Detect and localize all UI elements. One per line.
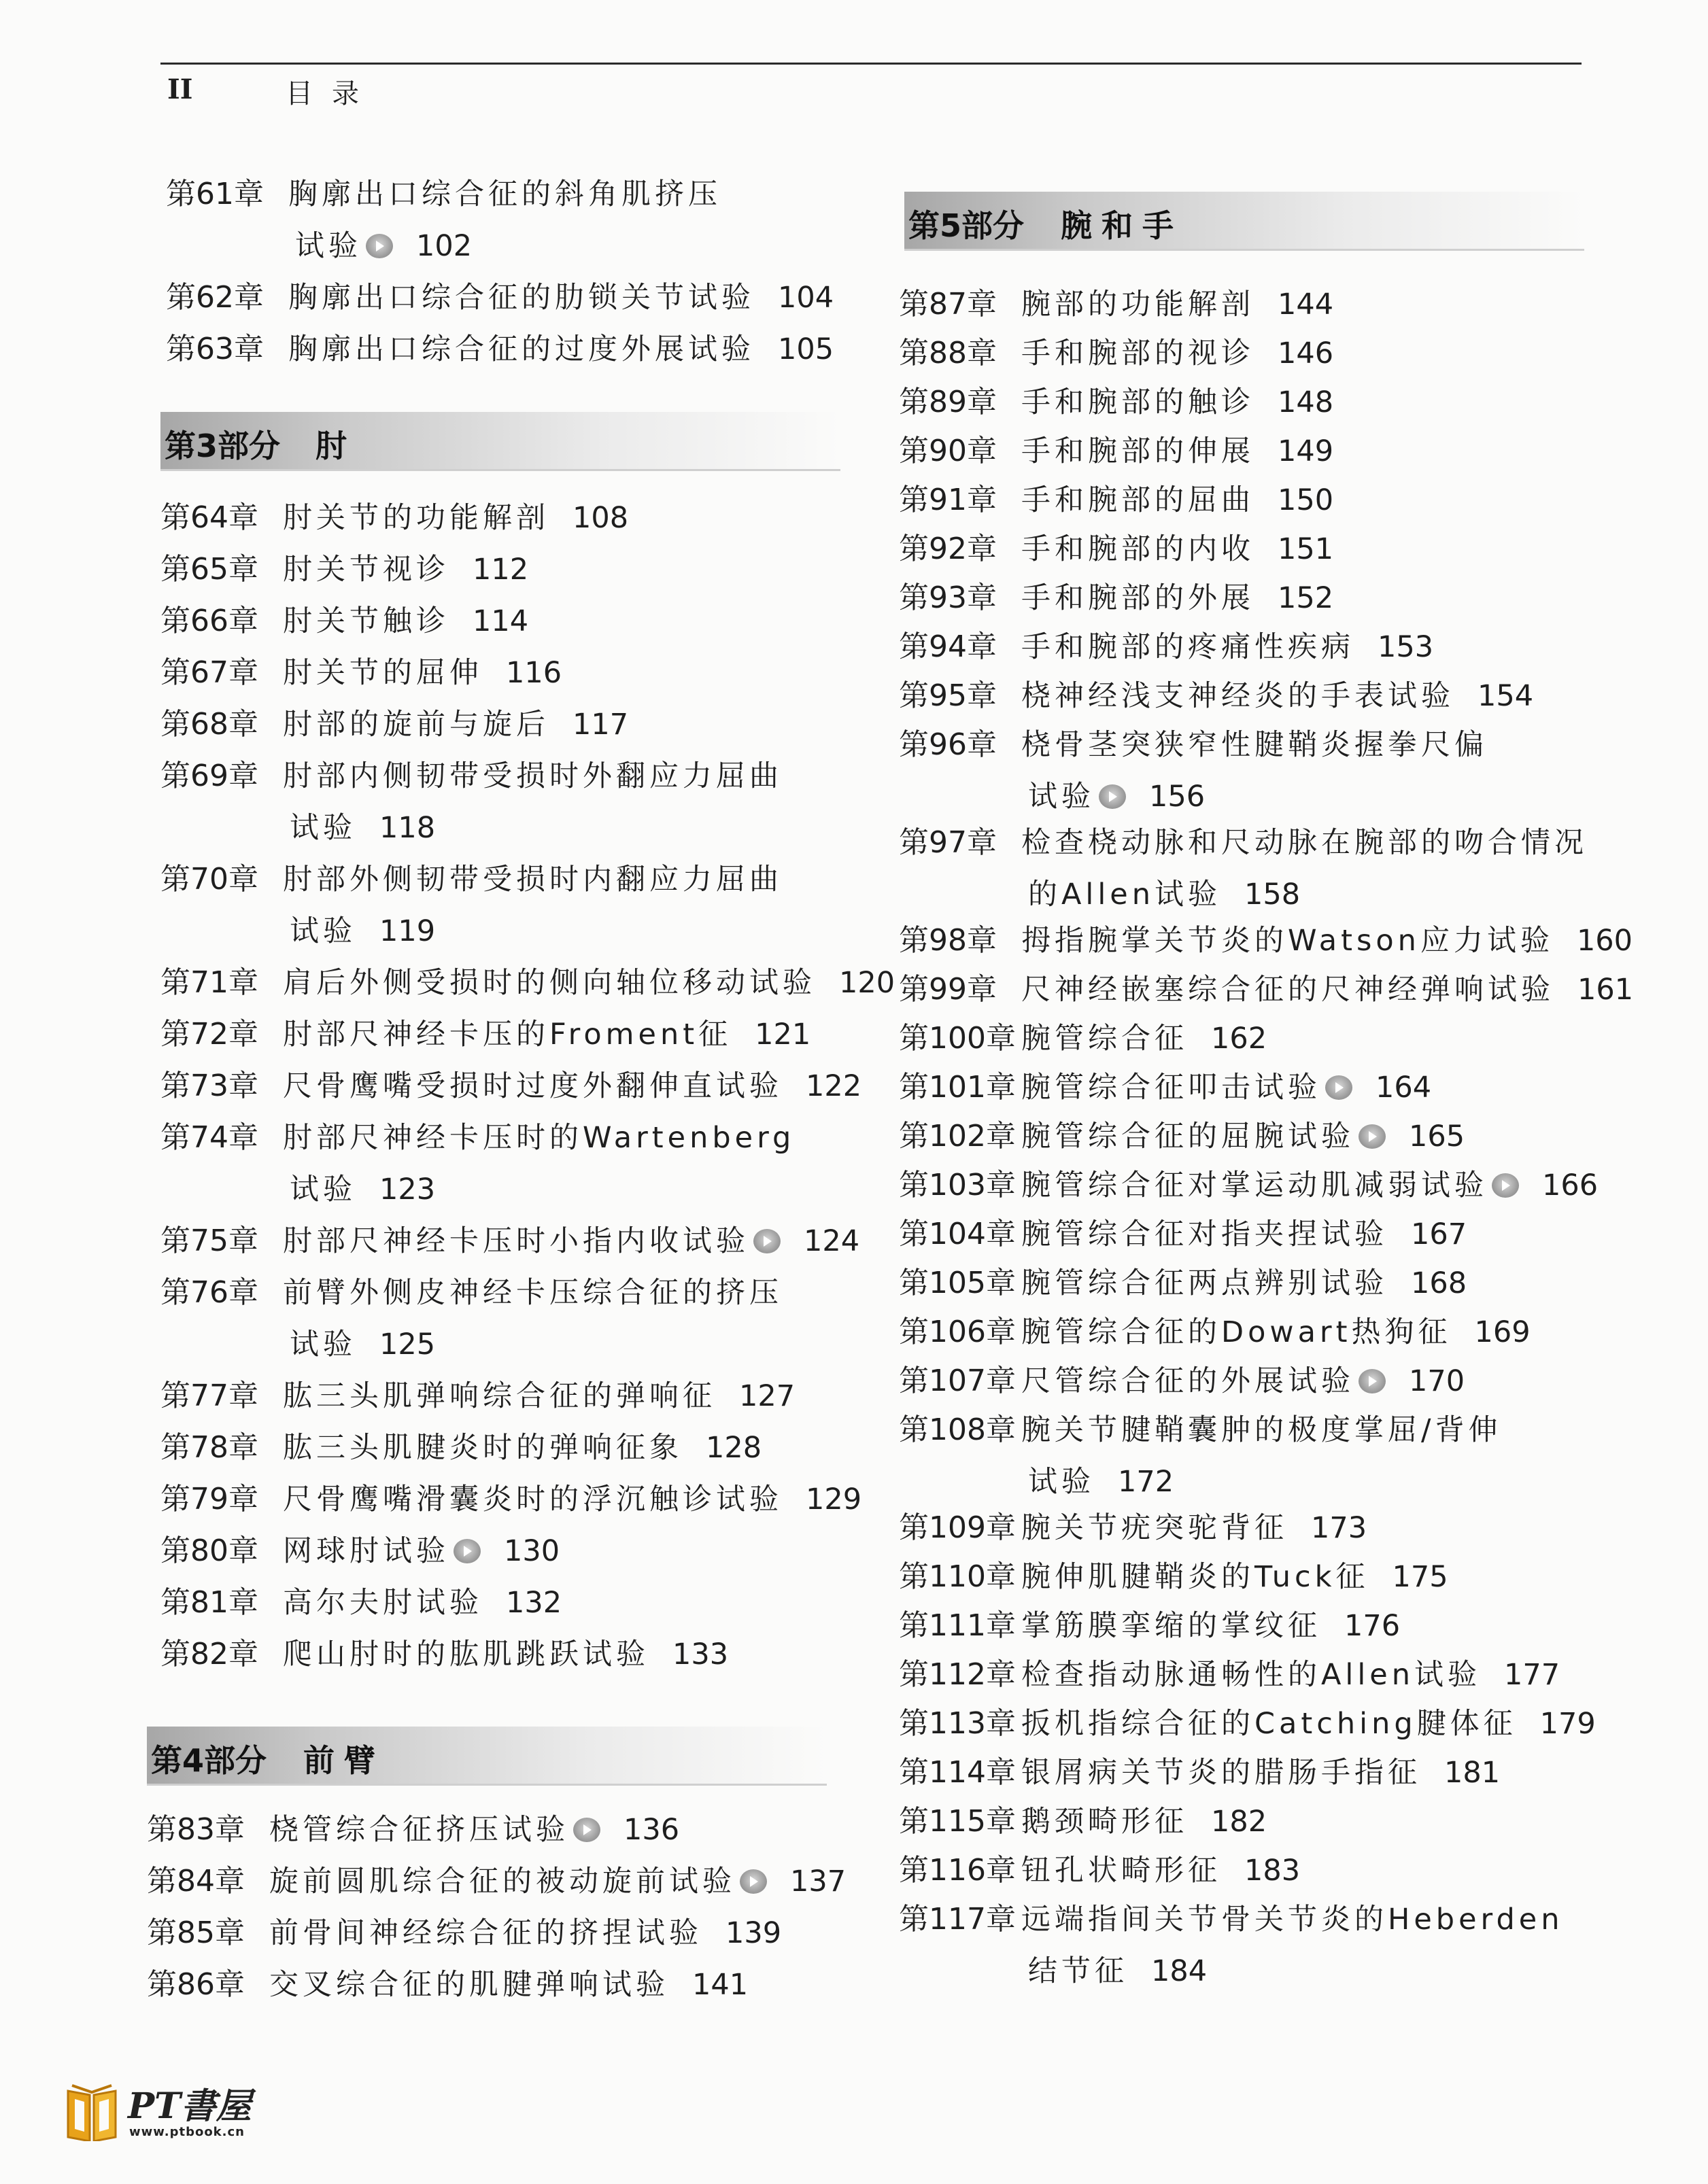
video-icon bbox=[366, 234, 393, 258]
chapter-title bbox=[283, 854, 783, 905]
chapter-title bbox=[1021, 817, 1588, 869]
part-heading bbox=[904, 192, 1584, 251]
page-ref: 125 bbox=[379, 1328, 436, 1362]
watermark-url: www.ptbook.cn bbox=[129, 2125, 245, 2139]
page-ref: 166 bbox=[1542, 1168, 1599, 1202]
chapter-title-text: 腕部的功能解剖 bbox=[1021, 288, 1254, 322]
chapter-title-text: 肘关节视诊 bbox=[283, 553, 449, 587]
chapter-title bbox=[1021, 1355, 1465, 1407]
chapter-title-text: 交叉综合征的肌腱弹响试验 bbox=[269, 1968, 669, 2002]
video-icon bbox=[753, 1229, 781, 1253]
chapter-title-continued bbox=[290, 1319, 435, 1370]
chapter-number: 第75章 bbox=[160, 1224, 258, 1258]
video-icon bbox=[573, 1818, 600, 1842]
chapter-title bbox=[1021, 572, 1333, 624]
chapter-title-text: 肘关节的屈伸 bbox=[283, 656, 483, 690]
page-ref: 114 bbox=[473, 604, 529, 638]
chapter-number: 第87章 bbox=[899, 287, 997, 322]
chapter-title bbox=[283, 1474, 861, 1525]
chapter-title-text: 腕管综合征 bbox=[1021, 1022, 1188, 1056]
chapter-title bbox=[1021, 1013, 1267, 1064]
chapter-number: 第88章 bbox=[899, 336, 997, 370]
chapter-number: 第69章 bbox=[160, 759, 258, 793]
chapter-number: 第112章 bbox=[899, 1657, 1016, 1692]
chapter-title bbox=[1021, 523, 1333, 575]
chapter-number: 第93章 bbox=[899, 580, 997, 615]
chapter-title-text: 胸廓出口综合征的斜角肌挤压 bbox=[288, 177, 721, 211]
chapter-title bbox=[283, 544, 528, 595]
chapter-title bbox=[269, 1907, 781, 1959]
chapter-title bbox=[283, 1267, 783, 1319]
chapter-title-text: 腕管综合征对掌运动肌减弱试验 bbox=[1021, 1168, 1488, 1202]
chapter-number: 第103章 bbox=[899, 1168, 1016, 1202]
chapter-title-continued bbox=[290, 905, 435, 957]
chapter-number: 第114章 bbox=[899, 1755, 1016, 1790]
chapter-number: 第84章 bbox=[147, 1864, 245, 1899]
chapter-title bbox=[283, 1112, 795, 1164]
chapter-title-continued-text: 试验 bbox=[1028, 780, 1095, 814]
chapter-title bbox=[283, 492, 628, 544]
page-ref: 127 bbox=[739, 1379, 796, 1413]
chapter-title bbox=[1021, 377, 1333, 428]
chapter-title-continued-text: 的Allen试验 bbox=[1028, 878, 1222, 912]
chapter-number: 第95章 bbox=[899, 678, 997, 713]
chapter-title-text: 钮孔状畸形征 bbox=[1021, 1854, 1221, 1888]
page-ref: 154 bbox=[1478, 679, 1534, 713]
page-ref: 151 bbox=[1278, 532, 1334, 566]
chapter-number: 第102章 bbox=[899, 1119, 1016, 1154]
chapter-title bbox=[283, 957, 895, 1009]
chapter-title-text: 检查指动脉通畅性的Allen试验 bbox=[1021, 1658, 1482, 1692]
chapter-number: 第105章 bbox=[899, 1266, 1016, 1300]
chapter-title-continued-text: 结节征 bbox=[1028, 1954, 1128, 1988]
chapter-title-continued-text: 试验 bbox=[290, 811, 356, 845]
chapter-title bbox=[1021, 1062, 1431, 1113]
chapter-title bbox=[269, 1856, 846, 1907]
chapter-title-text: 拇指腕掌关节炎的Watson应力试验 bbox=[1021, 924, 1554, 958]
chapter-title bbox=[283, 1370, 795, 1422]
chapter-number: 第66章 bbox=[160, 604, 258, 638]
chapter-title bbox=[1021, 670, 1533, 722]
page-ref: 148 bbox=[1278, 385, 1334, 419]
page-ref: 167 bbox=[1411, 1217, 1467, 1251]
chapter-title bbox=[283, 1060, 861, 1112]
watermark-logo bbox=[65, 2073, 337, 2148]
chapter-number: 第82章 bbox=[160, 1637, 258, 1671]
chapter-number: 第65章 bbox=[160, 552, 258, 587]
chapter-title-text: 肘关节触诊 bbox=[283, 604, 449, 638]
chapter-title-text: 掌筋膜挛缩的掌纹征 bbox=[1021, 1609, 1321, 1643]
page-ref: 175 bbox=[1392, 1560, 1448, 1594]
video-icon bbox=[1099, 784, 1126, 809]
chapter-number: 第91章 bbox=[899, 483, 997, 517]
page-ref: 182 bbox=[1211, 1805, 1267, 1839]
page-ref: 112 bbox=[473, 553, 529, 587]
chapter-title bbox=[1021, 1649, 1560, 1701]
page-ref: 170 bbox=[1409, 1364, 1465, 1398]
chapter-number: 第99章 bbox=[899, 972, 997, 1007]
chapter-title bbox=[1021, 1698, 1596, 1750]
page-ref: 130 bbox=[504, 1534, 560, 1568]
video-icon bbox=[740, 1869, 767, 1894]
chapter-title-text: 爬山肘时的肱肌跳跃试验 bbox=[283, 1637, 649, 1671]
chapter-number: 第77章 bbox=[160, 1379, 258, 1413]
chapter-title-continued-text: 试验 bbox=[290, 1173, 356, 1207]
chapter-title-text: 桡神经浅支神经炎的手表试验 bbox=[1021, 679, 1454, 713]
chapter-title-text: 胸廓出口综合征的过度外展试验 bbox=[288, 332, 755, 366]
page-ref: 184 bbox=[1151, 1954, 1208, 1988]
chapter-number: 第101章 bbox=[899, 1070, 1016, 1105]
chapter-title-text: 腕管综合征的Dowart热狗征 bbox=[1021, 1315, 1452, 1349]
chapter-number: 第85章 bbox=[147, 1916, 245, 1950]
chapter-title-text: 尺骨鹰嘴受损时过度外翻伸直试验 bbox=[283, 1069, 783, 1103]
chapter-title-text: 尺管综合征的外展试验 bbox=[1021, 1364, 1354, 1398]
video-icon bbox=[1359, 1369, 1386, 1393]
chapter-title-text: 前骨间神经综合征的挤捏试验 bbox=[269, 1916, 702, 1950]
chapter-title-text: 手和腕部的内收 bbox=[1021, 532, 1254, 566]
chapter-number: 第109章 bbox=[899, 1510, 1016, 1545]
chapter-title bbox=[1021, 426, 1333, 477]
chapter-number: 第80章 bbox=[160, 1533, 258, 1568]
chapter-title-text: 手和腕部的屈曲 bbox=[1021, 483, 1254, 517]
page-ref: 108 bbox=[573, 501, 629, 535]
chapter-title-text: 尺神经嵌塞综合征的尺神经弹响试验 bbox=[1021, 973, 1554, 1007]
page-ref: 136 bbox=[624, 1813, 680, 1847]
page-ref: 102 bbox=[416, 229, 473, 263]
part-label: 第3部分 bbox=[165, 428, 281, 464]
chapter-title bbox=[1021, 279, 1333, 330]
page-ref: 176 bbox=[1344, 1609, 1401, 1643]
watermark-brand: PT書屋 bbox=[128, 2085, 252, 2127]
chapter-title bbox=[1021, 1111, 1465, 1162]
chapter-number: 第67章 bbox=[160, 655, 258, 690]
chapter-title-text: 肘部尺神经卡压时小指内收试验 bbox=[283, 1224, 749, 1258]
part-label: 第4部分 bbox=[151, 1742, 267, 1779]
part-name: 腕和手 bbox=[1061, 207, 1183, 244]
chapter-number: 第108章 bbox=[899, 1412, 1016, 1447]
chapter-title bbox=[1021, 1209, 1467, 1260]
chapter-number: 第78章 bbox=[160, 1430, 258, 1465]
page-ref: 120 bbox=[839, 966, 895, 1000]
chapter-title bbox=[1021, 964, 1633, 1016]
chapter-number: 第74章 bbox=[160, 1120, 258, 1155]
chapter-number: 第71章 bbox=[160, 965, 258, 1000]
chapter-number: 第86章 bbox=[147, 1967, 245, 2002]
chapter-number: 第62章 bbox=[166, 280, 264, 315]
chapter-number: 第89章 bbox=[899, 385, 997, 419]
page-ref: 144 bbox=[1278, 288, 1334, 322]
chapter-title-text: 手和腕部的视诊 bbox=[1021, 336, 1254, 370]
chapter-title-continued bbox=[295, 220, 472, 272]
page-ref: 165 bbox=[1409, 1120, 1465, 1154]
chapter-number: 第107章 bbox=[899, 1364, 1016, 1398]
chapter-title-continued-text: 试验 bbox=[1028, 1465, 1095, 1499]
part-heading bbox=[147, 1727, 827, 1786]
chapter-title-text: 肘关节的功能解剖 bbox=[283, 501, 549, 535]
chapter-title-text: 腕管综合征的屈腕试验 bbox=[1021, 1120, 1354, 1154]
chapter-number: 第73章 bbox=[160, 1069, 258, 1103]
chapter-number: 第110章 bbox=[899, 1559, 1016, 1594]
chapter-title-text: 肘部的旋前与旋后 bbox=[283, 708, 549, 742]
chapter-title bbox=[1021, 1502, 1367, 1554]
chapter-title-continued bbox=[1028, 1945, 1207, 1997]
chapter-title-continued bbox=[290, 1164, 435, 1215]
chapter-title bbox=[283, 1577, 562, 1629]
chapter-title bbox=[1021, 1747, 1500, 1799]
chapter-number: 第117章 bbox=[899, 1902, 1016, 1937]
chapter-number: 第104章 bbox=[899, 1217, 1016, 1251]
chapter-title-text: 尺骨鹰嘴滑囊炎时的浮沉触诊试验 bbox=[283, 1483, 783, 1516]
page-ref: 162 bbox=[1211, 1022, 1267, 1056]
chapter-title-text: 腕管综合征叩击试验 bbox=[1021, 1071, 1321, 1105]
chapter-title-text: 桡管综合征挤压试验 bbox=[269, 1813, 569, 1847]
chapter-title bbox=[1021, 719, 1488, 771]
page-ref: 181 bbox=[1444, 1756, 1501, 1790]
page-ref: 156 bbox=[1149, 780, 1206, 814]
chapter-title-text: 肩后外侧受损时的侧向轴位移动试验 bbox=[283, 966, 816, 1000]
page-ref: 160 bbox=[1576, 924, 1633, 958]
chapter-title-text: 腕关节疣突驼背征 bbox=[1021, 1511, 1288, 1545]
page-ref: 117 bbox=[573, 708, 629, 742]
page-ref: 105 bbox=[778, 332, 834, 366]
chapter-title-text: 肘部尺神经卡压的Froment征 bbox=[283, 1018, 732, 1052]
page-ref: 122 bbox=[806, 1069, 862, 1103]
chapter-title bbox=[283, 699, 628, 750]
chapter-number: 第81章 bbox=[160, 1585, 258, 1620]
page-ref: 152 bbox=[1278, 581, 1334, 615]
part-name: 前臂 bbox=[303, 1742, 385, 1779]
page-ref: 119 bbox=[379, 914, 436, 948]
chapter-number: 第98章 bbox=[899, 923, 997, 958]
chapter-title bbox=[283, 1422, 762, 1474]
page-ref: 149 bbox=[1278, 434, 1334, 468]
chapter-number: 第61章 bbox=[166, 177, 264, 211]
chapter-title-continued bbox=[1028, 869, 1300, 920]
chapter-title bbox=[288, 324, 834, 375]
chapter-title-text: 手和腕部的外展 bbox=[1021, 581, 1254, 615]
chapter-title-continued bbox=[1028, 1456, 1174, 1508]
page-number: II bbox=[167, 73, 193, 105]
video-icon bbox=[1359, 1124, 1386, 1149]
chapter-title-text: 扳机指综合征的Catching腱体征 bbox=[1021, 1707, 1517, 1741]
page-ref: 183 bbox=[1244, 1854, 1301, 1888]
chapter-number: 第92章 bbox=[899, 532, 997, 566]
chapter-number: 第72章 bbox=[160, 1017, 258, 1052]
page-ref: 173 bbox=[1311, 1511, 1367, 1545]
chapter-title-text: 前臂外侧皮神经卡压综合征的挤压 bbox=[283, 1276, 783, 1310]
page-title: 目录 bbox=[286, 78, 378, 109]
chapter-number: 第79章 bbox=[160, 1482, 258, 1516]
chapter-title-text: 肱三头肌腱炎时的弹响征象 bbox=[283, 1431, 683, 1465]
chapter-title-continued-text: 试验 bbox=[290, 1328, 356, 1362]
chapter-number: 第94章 bbox=[899, 629, 997, 664]
chapter-title-text: 腕管综合征两点辨别试验 bbox=[1021, 1266, 1388, 1300]
chapter-title-text: 肱三头肌弹响综合征的弹响征 bbox=[283, 1379, 716, 1413]
chapter-title bbox=[283, 595, 528, 647]
chapter-title bbox=[1021, 474, 1333, 526]
chapter-title bbox=[283, 1525, 560, 1577]
chapter-title-continued bbox=[290, 802, 435, 854]
chapter-title-text: 旋前圆肌综合征的被动旋前试验 bbox=[269, 1865, 736, 1899]
page-ref: 132 bbox=[506, 1586, 562, 1620]
page-ref: 121 bbox=[755, 1018, 811, 1052]
page-ref: 161 bbox=[1577, 973, 1634, 1007]
chapter-title bbox=[1021, 1894, 1563, 1945]
video-icon bbox=[454, 1539, 481, 1563]
chapter-title bbox=[283, 1629, 728, 1680]
chapter-number: 第106章 bbox=[899, 1315, 1016, 1349]
chapter-number: 第70章 bbox=[160, 862, 258, 897]
chapter-number: 第115章 bbox=[899, 1804, 1016, 1839]
page-ref: 123 bbox=[379, 1173, 436, 1207]
page-ref: 168 bbox=[1411, 1266, 1467, 1300]
chapter-title bbox=[1021, 1845, 1300, 1896]
page-ref: 104 bbox=[778, 281, 834, 315]
page-ref: 133 bbox=[672, 1637, 729, 1671]
chapter-title bbox=[1021, 1258, 1467, 1309]
chapter-title bbox=[1021, 621, 1433, 673]
chapter-number: 第90章 bbox=[899, 434, 997, 468]
chapter-number: 第100章 bbox=[899, 1021, 1016, 1056]
chapter-number: 第113章 bbox=[899, 1706, 1016, 1741]
part-heading bbox=[160, 412, 840, 471]
book-logo-icon bbox=[65, 2079, 118, 2141]
video-icon bbox=[1325, 1075, 1352, 1100]
chapter-title-text: 胸廓出口综合征的肋锁关节试验 bbox=[288, 281, 755, 315]
chapter-title bbox=[269, 1959, 748, 2011]
page-ref: 153 bbox=[1378, 630, 1434, 664]
chapter-title bbox=[283, 1215, 859, 1267]
chapter-number: 第64章 bbox=[160, 500, 258, 535]
chapter-title-text: 腕管综合征对指夹捏试验 bbox=[1021, 1217, 1388, 1251]
page-ref: 158 bbox=[1244, 878, 1301, 912]
chapter-title bbox=[1021, 1306, 1531, 1358]
chapter-title bbox=[1021, 915, 1633, 967]
chapter-title-text: 腕伸肌腱鞘炎的Tuck征 bbox=[1021, 1560, 1369, 1594]
page-ref: 129 bbox=[806, 1483, 862, 1516]
chapter-title-text: 手和腕部的伸展 bbox=[1021, 434, 1254, 468]
video-icon bbox=[1492, 1173, 1519, 1198]
chapter-title bbox=[269, 1804, 679, 1856]
chapter-number: 第97章 bbox=[899, 825, 997, 860]
page-ref: 164 bbox=[1376, 1071, 1432, 1105]
chapter-number: 第111章 bbox=[899, 1608, 1016, 1643]
page-ref: 179 bbox=[1539, 1707, 1596, 1741]
chapter-title-continued-text: 试验 bbox=[290, 914, 356, 948]
chapter-title bbox=[1021, 1796, 1267, 1848]
page-ref: 169 bbox=[1474, 1315, 1531, 1349]
chapter-number: 第63章 bbox=[166, 332, 264, 366]
chapter-title bbox=[1021, 328, 1333, 379]
chapter-title-text: 桡骨茎突狭窄性腱鞘炎握拳尺偏 bbox=[1021, 728, 1488, 762]
chapter-title bbox=[288, 169, 721, 220]
chapter-title-text: 网球肘试验 bbox=[283, 1534, 449, 1568]
header-rule bbox=[160, 63, 1582, 65]
chapter-title bbox=[1021, 1551, 1448, 1603]
chapter-title bbox=[1021, 1404, 1502, 1456]
chapter-title-text: 腕关节腱鞘囊肿的极度掌屈/背伸 bbox=[1021, 1413, 1502, 1447]
chapter-title-continued-text: 试验 bbox=[295, 229, 362, 263]
chapter-title-text: 肘部尺神经卡压时的Wartenberg bbox=[283, 1121, 796, 1155]
chapter-title-text: 远端指间关节骨关节炎的Heberden bbox=[1021, 1903, 1564, 1937]
chapter-number: 第83章 bbox=[147, 1812, 245, 1847]
chapter-title-text: 肘部外侧韧带受损时内翻应力屈曲 bbox=[283, 863, 783, 897]
chapter-title-text: 银屑病关节炎的腊肠手指征 bbox=[1021, 1756, 1421, 1790]
chapter-title-text: 检查桡动脉和尺动脉在腕部的吻合情况 bbox=[1021, 826, 1588, 860]
page-ref: 139 bbox=[725, 1916, 782, 1950]
chapter-title-text: 高尔夫肘试验 bbox=[283, 1586, 483, 1620]
chapter-number: 第116章 bbox=[899, 1853, 1016, 1888]
chapter-number: 第76章 bbox=[160, 1275, 258, 1310]
chapter-title bbox=[283, 750, 783, 802]
page-ref: 146 bbox=[1278, 336, 1334, 370]
page-ref: 177 bbox=[1504, 1658, 1560, 1692]
chapter-title-continued bbox=[1028, 771, 1205, 822]
chapter-title bbox=[1021, 1160, 1598, 1211]
page-ref: 124 bbox=[804, 1224, 860, 1258]
chapter-title-text: 鹅颈畸形征 bbox=[1021, 1805, 1188, 1839]
part-name: 肘 bbox=[315, 428, 356, 464]
chapter-title-text: 肘部内侧韧带受损时外翻应力屈曲 bbox=[283, 759, 783, 793]
chapter-title-text: 手和腕部的疼痛性疾病 bbox=[1021, 630, 1354, 664]
chapter-title bbox=[283, 1009, 810, 1060]
chapter-title bbox=[1021, 1600, 1400, 1652]
page-ref: 128 bbox=[706, 1431, 762, 1465]
chapter-number: 第96章 bbox=[899, 727, 997, 762]
page-ref: 118 bbox=[379, 811, 436, 845]
part-label: 第5部分 bbox=[908, 207, 1025, 244]
chapter-title-text: 手和腕部的触诊 bbox=[1021, 385, 1254, 419]
chapter-title bbox=[283, 647, 562, 699]
page-ref: 141 bbox=[692, 1968, 749, 2002]
chapter-number: 第68章 bbox=[160, 707, 258, 742]
page-ref: 116 bbox=[506, 656, 562, 690]
page-ref: 150 bbox=[1278, 483, 1334, 517]
chapter-title bbox=[288, 272, 834, 324]
page-ref: 137 bbox=[790, 1865, 847, 1899]
page-ref: 172 bbox=[1118, 1465, 1174, 1499]
